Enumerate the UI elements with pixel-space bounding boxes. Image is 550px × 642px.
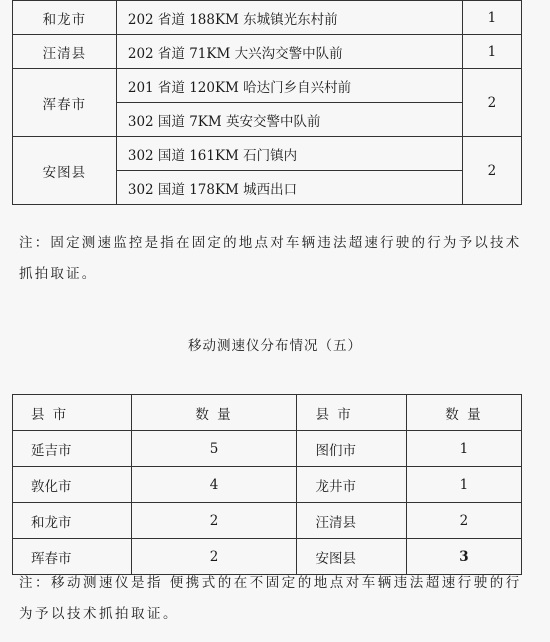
mobile-camera-note: 注：移动测速仪是指 便携式的在不固定的地点对车辆违法超速行驶的行为予以技术抓拍取证。 bbox=[19, 575, 522, 622]
column-header: 数 量 bbox=[406, 395, 521, 431]
column-header: 县 市 bbox=[297, 395, 406, 431]
column-header: 县 市 bbox=[13, 395, 132, 431]
county-cell: 珲春市 bbox=[13, 539, 132, 575]
county-cell: 龙井市 bbox=[297, 467, 406, 503]
location-cell: 201 省道 120KM 哈达门乡自兴村前 bbox=[116, 69, 462, 103]
column-header: 数 量 bbox=[131, 395, 297, 431]
table-row bbox=[13, 69, 522, 103]
count-cell: 1 bbox=[462, 1, 521, 35]
location-cell: 202 省道 188KM 东城镇光东村前 bbox=[116, 1, 462, 35]
table-row bbox=[13, 503, 522, 539]
count-cell: 2 bbox=[406, 503, 521, 539]
count-cell: 5 bbox=[131, 431, 297, 467]
location-cell: 202 省道 71KM 大兴沟交警中队前 bbox=[116, 35, 462, 69]
county-cell: 敦化市 bbox=[13, 467, 132, 503]
county-cell: 延吉市 bbox=[13, 431, 132, 467]
table-row bbox=[13, 137, 522, 171]
location-cell: 302 国道 161KM 石门镇内 bbox=[116, 137, 462, 171]
table-row bbox=[13, 431, 522, 467]
table-row bbox=[13, 35, 522, 69]
county-cell: 和龙市 bbox=[13, 503, 132, 539]
count-cell: 1 bbox=[462, 35, 521, 69]
county-cell: 图们市 bbox=[297, 431, 406, 467]
county-cell: 和龙市 bbox=[13, 1, 117, 35]
county-cell: 汪清县 bbox=[297, 503, 406, 539]
table-row bbox=[13, 1, 522, 35]
count-cell: 4 bbox=[131, 467, 297, 503]
count-cell: 2 bbox=[131, 503, 297, 539]
county-cell: 安图县 bbox=[13, 137, 117, 205]
count-cell: 1 bbox=[406, 431, 521, 467]
county-cell: 浑春市 bbox=[13, 69, 117, 137]
mobile-table-title: 移动测速仪分布情况（五） bbox=[188, 338, 362, 354]
count-cell: 3 bbox=[406, 539, 521, 575]
count-cell: 1 bbox=[406, 467, 521, 503]
location-cell: 302 国道 7KM 英安交警中队前 bbox=[116, 103, 462, 137]
fixed-camera-note: 注：固定测速监控是指在固定的地点对车辆违法超速行驶的行为予以技术抓拍取证。 bbox=[19, 235, 522, 282]
count-cell: 2 bbox=[462, 69, 521, 137]
location-cell: 302 国道 178KM 城西出口 bbox=[116, 171, 462, 205]
mobile-speed-camera-table bbox=[12, 394, 522, 575]
fixed-speed-camera-table bbox=[12, 0, 522, 205]
count-cell: 2 bbox=[462, 137, 521, 205]
count-cell: 2 bbox=[131, 539, 297, 575]
table-row bbox=[13, 467, 522, 503]
header-row bbox=[13, 395, 522, 431]
county-cell: 汪清县 bbox=[13, 35, 117, 69]
county-cell: 安图县 bbox=[297, 539, 406, 575]
